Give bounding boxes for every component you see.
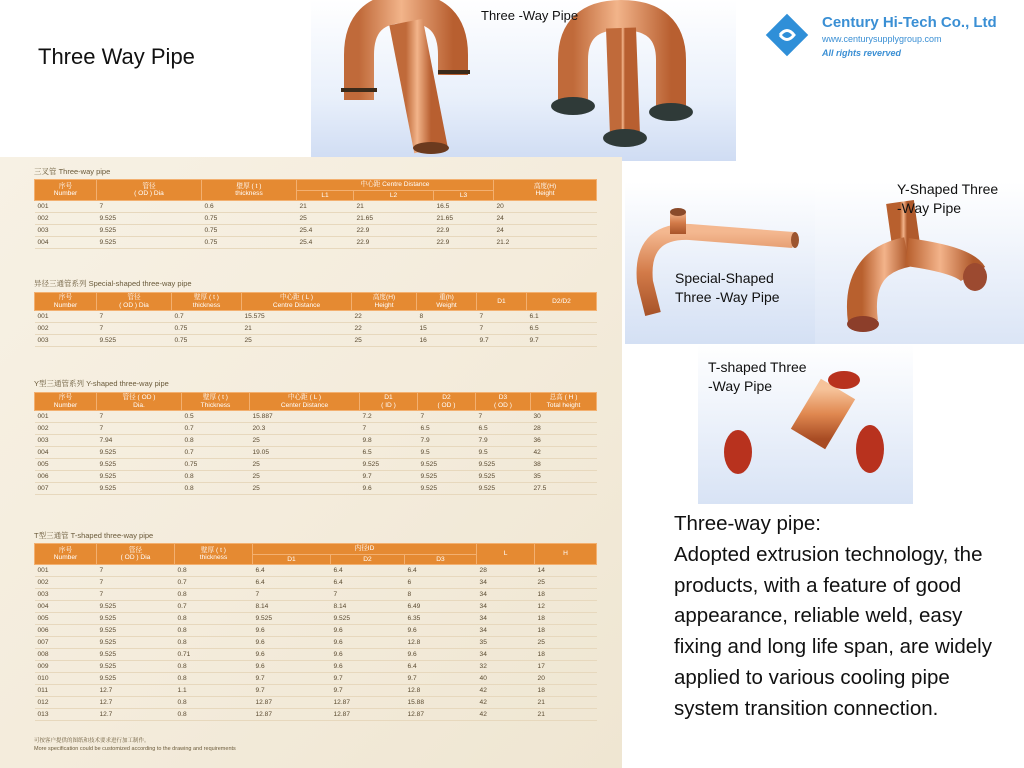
- table-cell: 7: [360, 423, 418, 435]
- table-cell: 0.8: [175, 589, 253, 601]
- table-cell: 22.9: [434, 225, 494, 237]
- table-cell: 0.75: [182, 459, 250, 471]
- table-cell: 003: [35, 335, 97, 347]
- table-cell: 42: [477, 697, 535, 709]
- col-header: D3 ( OD ): [476, 393, 531, 411]
- table-cell: 34: [477, 613, 535, 625]
- table-cell: 6.4: [253, 577, 331, 589]
- table-cell: 9.525: [97, 661, 175, 673]
- col-header: 高度(H) Height: [352, 293, 417, 311]
- table-cell: 7: [97, 311, 172, 323]
- col-header: H: [535, 544, 597, 565]
- table-cell: 25: [352, 335, 417, 347]
- table-cell: 42: [477, 709, 535, 721]
- col-header: 高度(H) Height: [494, 180, 597, 201]
- table-cell: 6.4: [331, 577, 405, 589]
- table-cell: 010: [35, 673, 97, 685]
- table-cell: 0.8: [182, 435, 250, 447]
- table-cell: 001: [35, 565, 97, 577]
- table-cell: 25: [242, 335, 352, 347]
- table-cell: 25: [297, 213, 354, 225]
- table-cell: 35: [477, 637, 535, 649]
- slide-title: Three Way Pipe: [38, 44, 195, 69]
- table-row: [35, 577, 597, 589]
- table-cell: 007: [35, 483, 97, 495]
- col-header: D2: [331, 554, 405, 565]
- table-cell: 22: [352, 323, 417, 335]
- table-cell: 006: [35, 471, 97, 483]
- table-cell: 9.6: [331, 661, 405, 673]
- table-row: [35, 323, 597, 335]
- table-cell: 9.525: [97, 613, 175, 625]
- col-header: 壁厚 ( t ) thickness: [175, 544, 253, 565]
- footnote-en: More specification could be customized according to the drawing and requirements: [34, 746, 236, 752]
- table-row: [35, 625, 597, 637]
- table-cell: 15: [417, 323, 477, 335]
- table-cell: 18: [535, 625, 597, 637]
- table-cell: 008: [35, 649, 97, 661]
- table-cell: 7.2: [360, 411, 418, 423]
- table-cell: 0.75: [172, 335, 242, 347]
- table-cell: 20: [494, 201, 597, 213]
- table-cell: 007: [35, 637, 97, 649]
- table-cell: 003: [35, 225, 97, 237]
- table-cell: 6.4: [405, 661, 477, 673]
- table-cell: 25: [535, 577, 597, 589]
- table-cell: 12: [535, 601, 597, 613]
- table-cell: 12.7: [97, 709, 175, 721]
- table-cell: 12.7: [97, 685, 175, 697]
- table-row: [35, 649, 597, 661]
- table-cell: 25: [250, 435, 360, 447]
- table-cell: 7: [97, 411, 182, 423]
- col-header: 管径 ( OD ) Dia: [97, 180, 202, 201]
- table-cell: 9.525: [418, 459, 476, 471]
- table-cell: 003: [35, 435, 97, 447]
- table-cell: 12.87: [253, 697, 331, 709]
- table-cell: 002: [35, 423, 97, 435]
- col-header: 管径 ( OD ) Dia: [97, 293, 172, 311]
- y-shaped-pipe-photo: [815, 182, 1024, 344]
- table-cell: 12.8: [405, 637, 477, 649]
- table-cell: 21: [535, 697, 597, 709]
- table-cell: 27.5: [531, 483, 597, 495]
- table-cell: 9.525: [476, 459, 531, 471]
- col-header: L1: [297, 190, 354, 201]
- table-cell: 7: [97, 565, 175, 577]
- table-cell: 9.525: [97, 459, 182, 471]
- table-row: [35, 685, 597, 697]
- section-title: Y型三通管系列 Y-shaped three-way pipe: [34, 379, 169, 388]
- table-cell: 9.525: [97, 237, 202, 249]
- table-cell: 004: [35, 447, 97, 459]
- table-cell: 0.8: [175, 709, 253, 721]
- table-cell: 12.7: [97, 697, 175, 709]
- table-cell: 9.7: [360, 471, 418, 483]
- table-cell: 15.887: [250, 411, 360, 423]
- col-header: 壁厚 ( t ) thickness: [172, 293, 242, 311]
- table-cell: 6: [405, 577, 477, 589]
- table-cell: 0.8: [175, 613, 253, 625]
- table-cell: 18: [535, 649, 597, 661]
- table-cell: 22.9: [434, 237, 494, 249]
- table-cell: 0.8: [175, 673, 253, 685]
- table-cell: 0.7: [175, 601, 253, 613]
- table-cell: 34: [477, 577, 535, 589]
- table-cell: 12.87: [331, 709, 405, 721]
- table-cell: 8: [405, 589, 477, 601]
- table-cell: 9.6: [253, 661, 331, 673]
- col-header: D2/D2: [527, 293, 597, 311]
- table-cell: 011: [35, 685, 97, 697]
- table-row: [35, 213, 597, 225]
- table-cell: 0.75: [202, 237, 297, 249]
- table-cell: 28: [477, 565, 535, 577]
- table-cell: 9.8: [360, 435, 418, 447]
- table-cell: 013: [35, 709, 97, 721]
- table-cell: 25: [250, 483, 360, 495]
- table-cell: 32: [477, 661, 535, 673]
- col-header: D1: [477, 293, 527, 311]
- table-cell: 9.525: [418, 483, 476, 495]
- table-cell: 20: [535, 673, 597, 685]
- product-description: Three-way pipe: Adopted extrusion technology, the products, with a feature of good appearance, reliable weld, easy fixing and long life span, are widely applied to various cooling pipe system transition connection.: [674, 512, 992, 720]
- table-cell: 0.75: [172, 323, 242, 335]
- section-title: T型三通管 T-shaped three-way pipe: [34, 531, 154, 540]
- table-cell: 15.88: [405, 697, 477, 709]
- table-cell: 7: [97, 589, 175, 601]
- col-header: 中心距 Centre Distance: [297, 180, 494, 191]
- table-cell: 001: [35, 311, 97, 323]
- col-header: 壁厚 ( t ) thickness: [202, 180, 297, 201]
- table-cell: 001: [35, 201, 97, 213]
- t-shaped-pipe-photo: [698, 344, 913, 504]
- table-row: [35, 311, 597, 323]
- table-row: [35, 459, 597, 471]
- table-cell: 14: [535, 565, 597, 577]
- table-cell: 9.525: [97, 649, 175, 661]
- table-row: [35, 589, 597, 601]
- table-cell: 002: [35, 213, 97, 225]
- table-cell: 28: [531, 423, 597, 435]
- table-cell: 21: [354, 201, 434, 213]
- table-cell: 30: [531, 411, 597, 423]
- table-cell: 25: [250, 459, 360, 471]
- table-cell: 18: [535, 613, 597, 625]
- table-cell: 20.3: [250, 423, 360, 435]
- spec-table-three-way: [34, 179, 597, 249]
- table-cell: 7: [253, 589, 331, 601]
- table-cell: 12.87: [253, 709, 331, 721]
- table-row: [35, 225, 597, 237]
- table-cell: 17: [535, 661, 597, 673]
- table-cell: 22.9: [354, 237, 434, 249]
- table-cell: 004: [35, 601, 97, 613]
- table-cell: 25: [535, 637, 597, 649]
- table-cell: 6.5: [527, 323, 597, 335]
- table-row: [35, 661, 597, 673]
- three-way-pipe-caption: Three -Way Pipe: [481, 8, 579, 23]
- col-header: L: [477, 544, 535, 565]
- table-cell: 9.7: [405, 673, 477, 685]
- table-cell: 12.8: [405, 685, 477, 697]
- special-shaped-pipe-photo: [625, 182, 815, 344]
- table-cell: 9.525: [331, 613, 405, 625]
- table-cell: 9.7: [253, 673, 331, 685]
- table-cell: 9.7: [253, 685, 331, 697]
- col-header: 壁厚 ( t ) Thickness: [182, 393, 250, 411]
- spec-table-special-shaped: [34, 292, 597, 347]
- col-header: 序号 Number: [35, 293, 97, 311]
- col-header: D2 ( OD ): [418, 393, 476, 411]
- table-cell: 0.6: [202, 201, 297, 213]
- table-cell: 36: [531, 435, 597, 447]
- table-cell: 22.9: [354, 225, 434, 237]
- table-cell: 9.525: [97, 335, 172, 347]
- table-cell: 6.49: [405, 601, 477, 613]
- table-cell: 9.6: [405, 625, 477, 637]
- table-cell: 0.7: [175, 577, 253, 589]
- col-header: 序号 Number: [35, 544, 97, 565]
- table-cell: 0.8: [175, 697, 253, 709]
- table-cell: 6.4: [253, 565, 331, 577]
- col-header: D3: [405, 554, 477, 565]
- table-cell: 9.6: [360, 483, 418, 495]
- table-cell: 7: [418, 411, 476, 423]
- table-cell: 6.35: [405, 613, 477, 625]
- table-cell: 9.7: [331, 673, 405, 685]
- spec-table-t-shaped: [34, 543, 597, 721]
- table-cell: 8: [417, 311, 477, 323]
- table-cell: 21.2: [494, 237, 597, 249]
- table-cell: 9.525: [97, 483, 182, 495]
- col-header: 重(h) Weight: [417, 293, 477, 311]
- table-cell: 9.7: [477, 335, 527, 347]
- table-cell: 7: [477, 311, 527, 323]
- table-cell: 22: [352, 311, 417, 323]
- spec-table-y-shaped: [34, 392, 597, 495]
- table-row: [35, 435, 597, 447]
- table-cell: 9.525: [97, 601, 175, 613]
- table-cell: 9.6: [405, 649, 477, 661]
- col-header: L3: [434, 190, 494, 201]
- table-cell: 001: [35, 411, 97, 423]
- col-header: 管径 ( OD ) Dia: [97, 544, 175, 565]
- table-row: [35, 237, 597, 249]
- table-cell: 16.5: [434, 201, 494, 213]
- special-shaped-caption: Special-Shaped Three -Way Pipe: [675, 270, 780, 305]
- col-header: 管径 ( OD ) Dia.: [97, 393, 182, 411]
- section-title: 三叉管 Three-way pipe: [34, 167, 111, 176]
- table-cell: 9.525: [97, 637, 175, 649]
- table-cell: 7.94: [97, 435, 182, 447]
- company-url: www.centurysupplygroup.com: [822, 34, 942, 44]
- col-header: 内径ID: [253, 544, 477, 555]
- col-header: L2: [354, 190, 434, 201]
- table-cell: 7: [97, 201, 202, 213]
- table-cell: 9.6: [253, 625, 331, 637]
- table-cell: 9.525: [253, 613, 331, 625]
- table-cell: 9.525: [418, 471, 476, 483]
- table-cell: 0.8: [175, 565, 253, 577]
- table-cell: 005: [35, 459, 97, 471]
- table-cell: 9.6: [331, 637, 405, 649]
- col-header: 中心距 ( L ) Center Distance: [250, 393, 360, 411]
- three-way-pipe-photo: [311, 0, 736, 161]
- section-title: 异径三通管系列 Special-shaped three-way pipe: [34, 279, 192, 288]
- table-row: [35, 565, 597, 577]
- table-cell: 25: [250, 471, 360, 483]
- table-cell: 24: [494, 225, 597, 237]
- table-cell: 21.65: [434, 213, 494, 225]
- table-cell: 9.525: [97, 213, 202, 225]
- table-cell: 6.4: [331, 565, 405, 577]
- table-cell: 25.4: [297, 237, 354, 249]
- table-cell: 6.5: [418, 423, 476, 435]
- table-cell: 9.525: [97, 673, 175, 685]
- table-cell: 7.9: [476, 435, 531, 447]
- company-name: Century Hi-Tech Co., Ltd: [822, 14, 997, 31]
- table-cell: 21.65: [354, 213, 434, 225]
- spec-sheet: [0, 157, 622, 768]
- table-cell: 0.7: [182, 447, 250, 459]
- table-cell: 35: [531, 471, 597, 483]
- col-header: D1 ( ID ): [360, 393, 418, 411]
- table-cell: 9.525: [476, 471, 531, 483]
- table-cell: 8.14: [253, 601, 331, 613]
- table-cell: 002: [35, 323, 97, 335]
- table-cell: 7: [97, 323, 172, 335]
- table-cell: 0.7: [172, 311, 242, 323]
- table-cell: 7: [97, 423, 182, 435]
- table-cell: 42: [531, 447, 597, 459]
- table-row: [35, 423, 597, 435]
- table-cell: 9.7: [527, 335, 597, 347]
- table-cell: 6.5: [360, 447, 418, 459]
- table-cell: 15.575: [242, 311, 352, 323]
- col-header: D1: [253, 554, 331, 565]
- table-cell: 6.4: [405, 565, 477, 577]
- table-cell: 7: [97, 577, 175, 589]
- table-cell: 7.9: [418, 435, 476, 447]
- table-row: [35, 613, 597, 625]
- table-row: [35, 673, 597, 685]
- table-cell: 0.75: [202, 213, 297, 225]
- t-shaped-caption: T-shaped Three -Way Pipe: [708, 359, 807, 394]
- table-row: [35, 601, 597, 613]
- table-row: [35, 637, 597, 649]
- table-row: [35, 697, 597, 709]
- table-cell: 0.8: [175, 661, 253, 673]
- col-header: 序号 Number: [35, 180, 97, 201]
- table-row: [35, 483, 597, 495]
- table-cell: 8.14: [331, 601, 405, 613]
- col-header: 总高 ( H ) Total height: [531, 393, 597, 411]
- col-header: 中心距 ( L ) Centre Distance: [242, 293, 352, 311]
- table-cell: 18: [535, 589, 597, 601]
- table-cell: 12.87: [331, 697, 405, 709]
- table-cell: 9.525: [97, 225, 202, 237]
- table-cell: 34: [477, 589, 535, 601]
- footnote-cn: 可按客户提供的图纸和技术要求进行加工制作。: [34, 738, 150, 744]
- table-row: [35, 447, 597, 459]
- table-cell: 9.6: [253, 649, 331, 661]
- table-cell: 19.05: [250, 447, 360, 459]
- table-row: [35, 335, 597, 347]
- table-cell: 9.525: [97, 625, 175, 637]
- table-cell: 9.6: [253, 637, 331, 649]
- table-cell: 006: [35, 625, 97, 637]
- table-cell: 18: [535, 685, 597, 697]
- table-cell: 0.8: [175, 637, 253, 649]
- table-cell: 16: [417, 335, 477, 347]
- table-cell: 24: [494, 213, 597, 225]
- table-row: [35, 471, 597, 483]
- y-shaped-caption: Y-Shaped Three -Way Pipe: [897, 182, 999, 216]
- company-logo: [760, 8, 1020, 68]
- table-row: [35, 709, 597, 721]
- table-cell: 6.1: [527, 311, 597, 323]
- table-cell: 42: [477, 685, 535, 697]
- table-cell: 0.8: [175, 625, 253, 637]
- table-row: [35, 201, 597, 213]
- logo-diamond-icon: [764, 12, 810, 58]
- table-cell: 003: [35, 589, 97, 601]
- table-cell: 7: [476, 411, 531, 423]
- table-cell: 34: [477, 649, 535, 661]
- table-cell: 0.75: [202, 225, 297, 237]
- table-cell: 9.5: [418, 447, 476, 459]
- table-cell: 12.87: [405, 709, 477, 721]
- table-cell: 9.525: [97, 471, 182, 483]
- table-cell: 9.525: [360, 459, 418, 471]
- col-header: 序号 Number: [35, 393, 97, 411]
- table-cell: 9.525: [97, 447, 182, 459]
- table-cell: 004: [35, 237, 97, 249]
- table-cell: 0.7: [182, 423, 250, 435]
- table-cell: 012: [35, 697, 97, 709]
- table-cell: 9.7: [331, 685, 405, 697]
- table-cell: 0.5: [182, 411, 250, 423]
- table-cell: 40: [477, 673, 535, 685]
- table-cell: 0.8: [182, 471, 250, 483]
- table-cell: 7: [477, 323, 527, 335]
- table-cell: 21: [535, 709, 597, 721]
- table-cell: 6.5: [476, 423, 531, 435]
- table-cell: 38: [531, 459, 597, 471]
- table-cell: 002: [35, 577, 97, 589]
- table-row: [35, 411, 597, 423]
- table-cell: 7: [331, 589, 405, 601]
- table-cell: 21: [242, 323, 352, 335]
- table-cell: 0.8: [182, 483, 250, 495]
- table-cell: 9.6: [331, 625, 405, 637]
- table-cell: 34: [477, 601, 535, 613]
- table-cell: 9.5: [476, 447, 531, 459]
- table-cell: 9.6: [331, 649, 405, 661]
- table-cell: 1.1: [175, 685, 253, 697]
- special-shaped-pipe-image: [625, 182, 815, 344]
- table-cell: 005: [35, 613, 97, 625]
- table-cell: 34: [477, 625, 535, 637]
- table-cell: 21: [297, 201, 354, 213]
- table-cell: 25.4: [297, 225, 354, 237]
- table-cell: 009: [35, 661, 97, 673]
- table-cell: 9.525: [476, 483, 531, 495]
- rights-text: All rights reverved: [822, 48, 902, 58]
- table-cell: 0.71: [175, 649, 253, 661]
